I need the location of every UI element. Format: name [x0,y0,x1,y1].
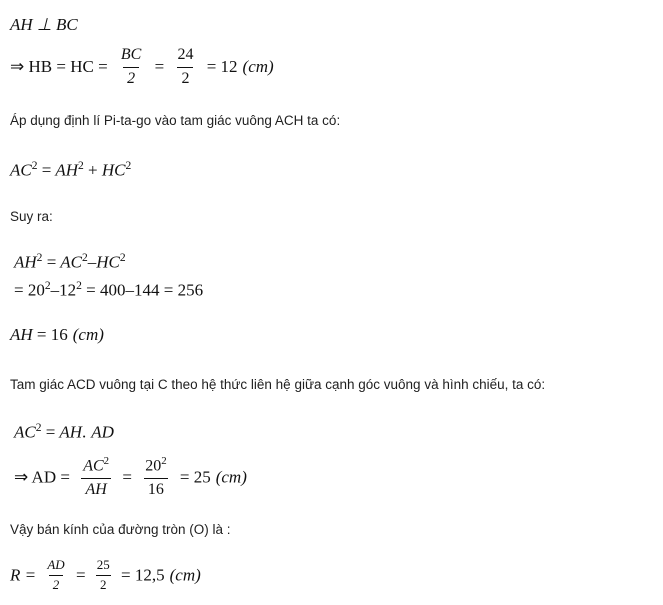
equals-sign: = [206,57,217,77]
equation-lead: ⇒ HB = HC = [10,57,108,77]
unit-label: (cm) [242,57,274,77]
fraction-ac2-over-ah [79,454,113,501]
term-ac: AC [10,160,32,180]
paragraph-text: Áp dụng định lí Pi-ta-go vào tam giác vuông ACH ta có: [10,113,341,128]
equation-lead: R = [10,565,37,585]
fraction-numerator: AD [47,557,65,572]
term-ah: AH [14,252,37,272]
term-ah: AH [55,160,78,180]
equation-ad-value [14,455,247,502]
dot-operator: . [81,422,87,442]
exponent: 2 [35,421,42,434]
fraction-denominator: 16 [144,478,168,501]
exponent: 2 [103,455,110,467]
fraction-denominator: 2 [177,67,193,90]
exponent: 2 [125,159,132,172]
exponent: 2 [36,251,43,264]
equals-sign: = [41,160,52,180]
exponent: 2 [77,159,84,172]
fraction-numerator: 24 [177,46,194,63]
fraction-bc-over-2 [117,45,145,90]
minus-sign: – [87,252,97,272]
unit-label: (cm) [72,325,104,344]
equation-lead: ⇒ AD = [14,467,70,487]
exponent: 2 [81,251,88,264]
exponent: 2 [119,251,126,264]
value-12: 12 [59,280,77,300]
equals-sign: = [36,325,47,344]
equation-ah-squared [14,250,126,274]
text-acd-relation [10,375,545,395]
result-value: 25 [193,467,211,487]
equation-ah-squared-numeric [14,278,203,302]
equals-sign: = [122,467,132,487]
equals-sign: = [46,252,57,272]
term-ah: AH [59,422,82,442]
fraction-numerator: 25 [96,557,110,572]
fraction-denominator: AH [81,478,110,501]
equals-sign: = [154,57,165,77]
fraction-denominator: 2 [49,575,64,594]
exponent: 2 [31,159,38,172]
result-value: 12 [220,57,238,77]
equation-ah-value [10,324,104,346]
text-radius-conclusion [10,520,231,540]
term-ac: AC [14,422,36,442]
equals-sign: = [86,280,96,300]
value-20: 20 [27,280,45,300]
exponent: 2 [161,455,167,467]
term-ac: AC [60,252,82,272]
fraction-numerator: $20^2$ [145,455,167,475]
fraction-25-over-2 [93,557,114,594]
exponent: 2 [44,279,51,292]
equation-hb-hc [10,46,274,91]
text-suy-ra [10,207,53,227]
result-value: 12,5 [134,565,165,585]
equals-sign: = [121,565,131,585]
exponent: 2 [76,279,82,292]
unit-label: (cm) [169,565,201,585]
value-400: 400 [100,280,126,300]
paragraph-text: Vậy bán kính của đường tròn (O) là : [10,522,231,537]
fraction-ad-over-2 [43,557,68,594]
minus-sign: – [125,280,134,300]
fraction-numerator: $AC^2$ [83,455,110,475]
equation-text: AH ⊥ BC [10,15,78,34]
value-144: 144 [134,280,160,300]
value-256: 256 [177,280,204,300]
text-pythagoras-intro [10,111,340,131]
equals-sign: = [179,467,190,487]
value-16: 16 [50,325,68,344]
fraction-denominator: 2 [96,575,111,594]
equation-radius-value [10,558,201,595]
plus-sign: + [88,160,98,180]
equation-ah-perp-bc [10,14,78,36]
unit-label: (cm) [215,467,247,487]
term-hc: HC [101,160,126,180]
fraction-20sq-over-16 [141,454,170,501]
equals-sign: = [45,422,56,442]
paragraph-text: Suy ra: [10,209,53,224]
fraction-denominator: 2 [123,67,139,90]
term-ah: AH [10,325,33,344]
equation-ac-squared-product [14,420,114,444]
equals-sign: = [14,280,24,300]
term-hc: HC [96,252,120,272]
fraction-numerator: BC [120,46,142,63]
paragraph-text: Tam giác ACD vuông tại C theo hệ thức liên hệ giữa cạnh góc vuông và hình chiếu, ta có: [10,377,546,392]
equals-sign: = [75,565,86,585]
equals-sign: = [163,280,174,300]
equation-pythagoras [10,158,131,182]
minus-sign: – [50,280,60,300]
fraction-24-over-2 [173,45,197,90]
term-ad: AD [91,422,114,442]
